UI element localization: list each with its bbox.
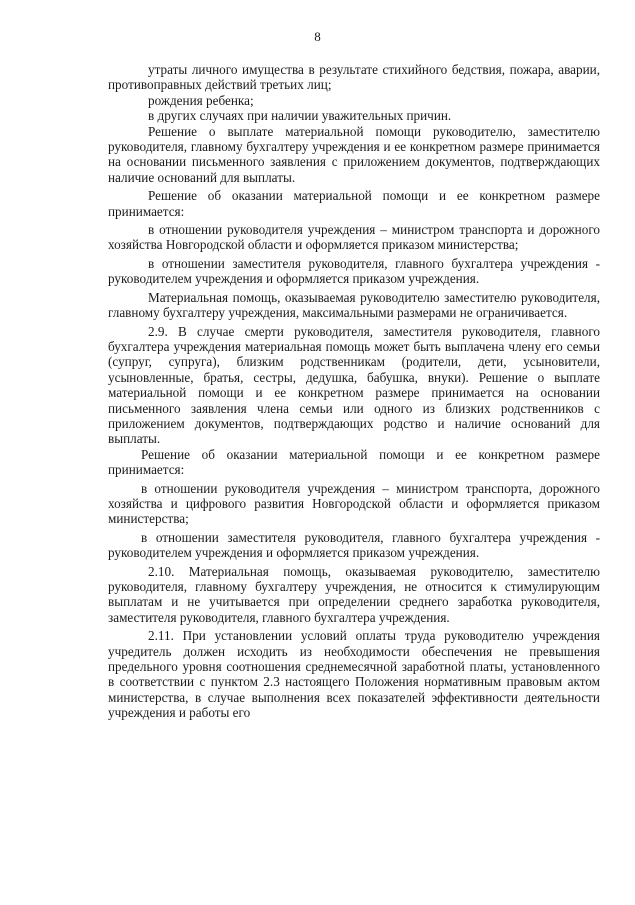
- paragraph-clause-2-10: 2.10. Материальная помощь, оказываемая руководителю, заместителю руководителя, главному бухгалтеру учреждения, не относится к стимулирующим выплатам и не учитывается при определении среднего заработка руководителя, заместителя руководителя, главного бухгалтера учреждения.: [108, 563, 600, 625]
- document-body: [108, 62, 600, 721]
- paragraph-clause-2-9: 2.9. В случае смерти руководителя, заместителя руководителя, главного бухгалтера учреждения материальная помощь может быть выплачена члену его семьи (супруг, супруга), близким родственникам (родители, дети, усыновители, усыновленные, братья, сестры, дедушка, бабушка, внуки). Решение о выплате материальной помощи и ее конкретном размере принимается на основании письменного заявления члена семьи или одного из близких родственников с приложением документов, подтверждающих родство и наличие оснований для выплаты.: [108, 323, 600, 447]
- paragraph-head-minister-order-2: в отношении руководителя учреждения – министром транспорта, дорожного хозяйства и цифрового развития Новгородской области и оформляется приказом министерства;: [108, 480, 600, 527]
- paragraph-decision-made-by-2: Решение об оказании материальной помощи и ее конкретном размере принимается:: [108, 446, 600, 478]
- paragraph-deputy-institution-order-2: в отношении заместителя руководителя, главного бухгалтера учреждения - руководителем учреждения и оформляется приказом учреждения.: [108, 529, 600, 561]
- page-number: 8: [314, 29, 321, 44]
- paragraph-clause-2-11: 2.11. При установлении условий оплаты труда руководителю учреждения учредитель должен исходить из необходимости обеспечения не превышения предельного уровня соотношения среднемесячной заработной платы, установленного в соответствии с пунктом 2.3 настоящего Положения нормативным правовым актом министерства, в случае выполнения всех показателей эффективности деятельности учреждения и работы его: [108, 628, 600, 721]
- paragraph-no-maximum-limit: Материальная помощь, оказываемая руководителю заместителю руководителя, главному бухгалтеру учреждения, максимальными размерами не ограничивается.: [108, 289, 600, 321]
- paragraph-head-minister-order: в отношении руководителя учреждения – министром транспорта и дорожного хозяйства Новгородской области и оформляется приказом министерства;: [108, 222, 600, 253]
- paragraph-loss-of-property: утраты личного имущества в результате стихийного бедствия, пожара, аварии, противоправных действий третьих лиц;: [108, 62, 600, 93]
- paragraph-payment-decision: Решение о выплате материальной помощи руководителю, заместителю руководителя, главному бухгалтеру учреждения и ее конкретном размере принимается на основании письменного заявления с приложением документов, подтверждающих наличие оснований для выплаты.: [108, 123, 600, 185]
- paragraph-decision-made-by: Решение об оказании материальной помощи и ее конкретном размере принимается:: [108, 188, 600, 219]
- paragraph-deputy-institution-order: в отношении заместителя руководителя, главного бухгалтера учреждения - руководителем учреждения и оформляется приказом учреждения.: [108, 255, 600, 287]
- paragraph-child-birth: рождения ребенка;: [148, 92, 254, 108]
- paragraph-other-cases: в других случаях при наличии уважительных причин.: [148, 108, 452, 124]
